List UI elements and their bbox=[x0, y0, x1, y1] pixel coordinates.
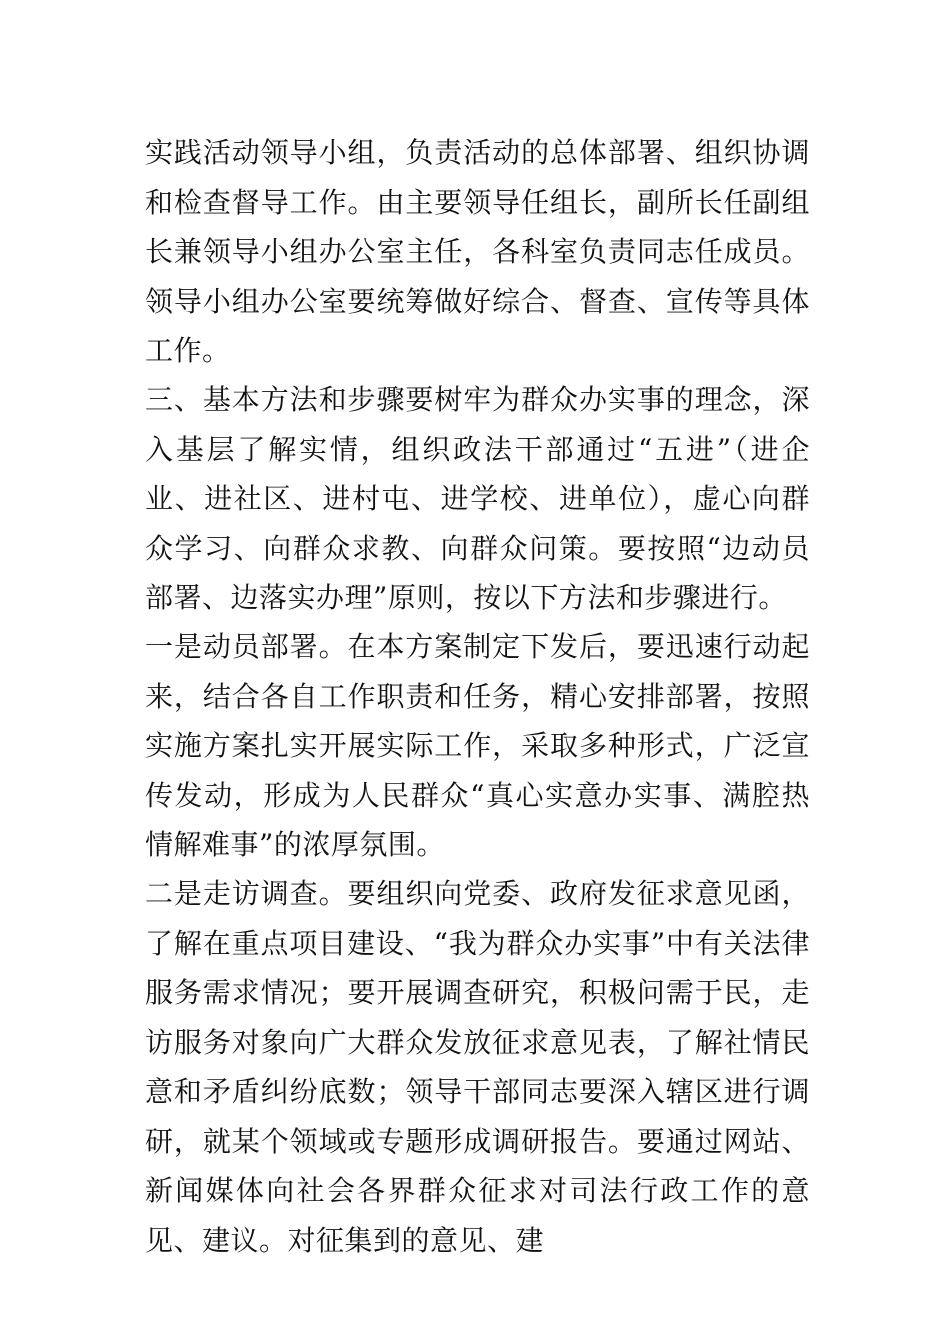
paragraph-methods-steps bbox=[145, 375, 810, 623]
paragraph-mobilization bbox=[145, 622, 810, 870]
paragraph-text: 一是动员部署。在本方案制定下发后，要迅速行动起来，结合各自工作职责和任务，精心安排部署，按照实施方案扎实开展实际工作，采取多种形式，广泛宣传发动，形成为人民群众“真心实意办实事、满腔热情解难事”的浓厚氛围。 bbox=[145, 630, 810, 861]
paragraph-text: 三、基本方法和步骤要树牢为群众办实事的理念，深入基层了解实情，组织政法干部通过“五进”（进企业、进社区、进村屯、进学校、进单位），虚心向群众学习、向群众求教、向群众问策。要按照“边动员部署、边落实办理”原则，按以下方法和步骤进行。 bbox=[145, 383, 810, 614]
paragraph-text: 二是走访调查。要组织向党委、政府发征求意见函，了解在重点项目建设、“我为群众办实事”中有关法律服务需求情况；要开展调查研究，积极问需于民，走访服务对象向广大群众发放征求意见表，了解社情民意和矛盾纠纷底数；领导干部同志要深入辖区进行调研，就某个领域或专题形成调研报告。要通过网站、新闻媒体向社会各界群众征求对司法行政工作的意见、建议。对征集到的意见、建 bbox=[145, 877, 810, 1257]
paragraph-leadership-group bbox=[145, 128, 810, 376]
paragraph-visit-survey bbox=[145, 869, 810, 1265]
paragraph-text: 实践活动领导小组，负责活动的总体部署、组织协调和检查督导工作。由主要领导任组长，副所长任副组长兼领导小组办公室主任，各科室负责同志任成员。领导小组办公室要统筹做好综合、督查、宣传等具体工作。 bbox=[145, 136, 810, 367]
